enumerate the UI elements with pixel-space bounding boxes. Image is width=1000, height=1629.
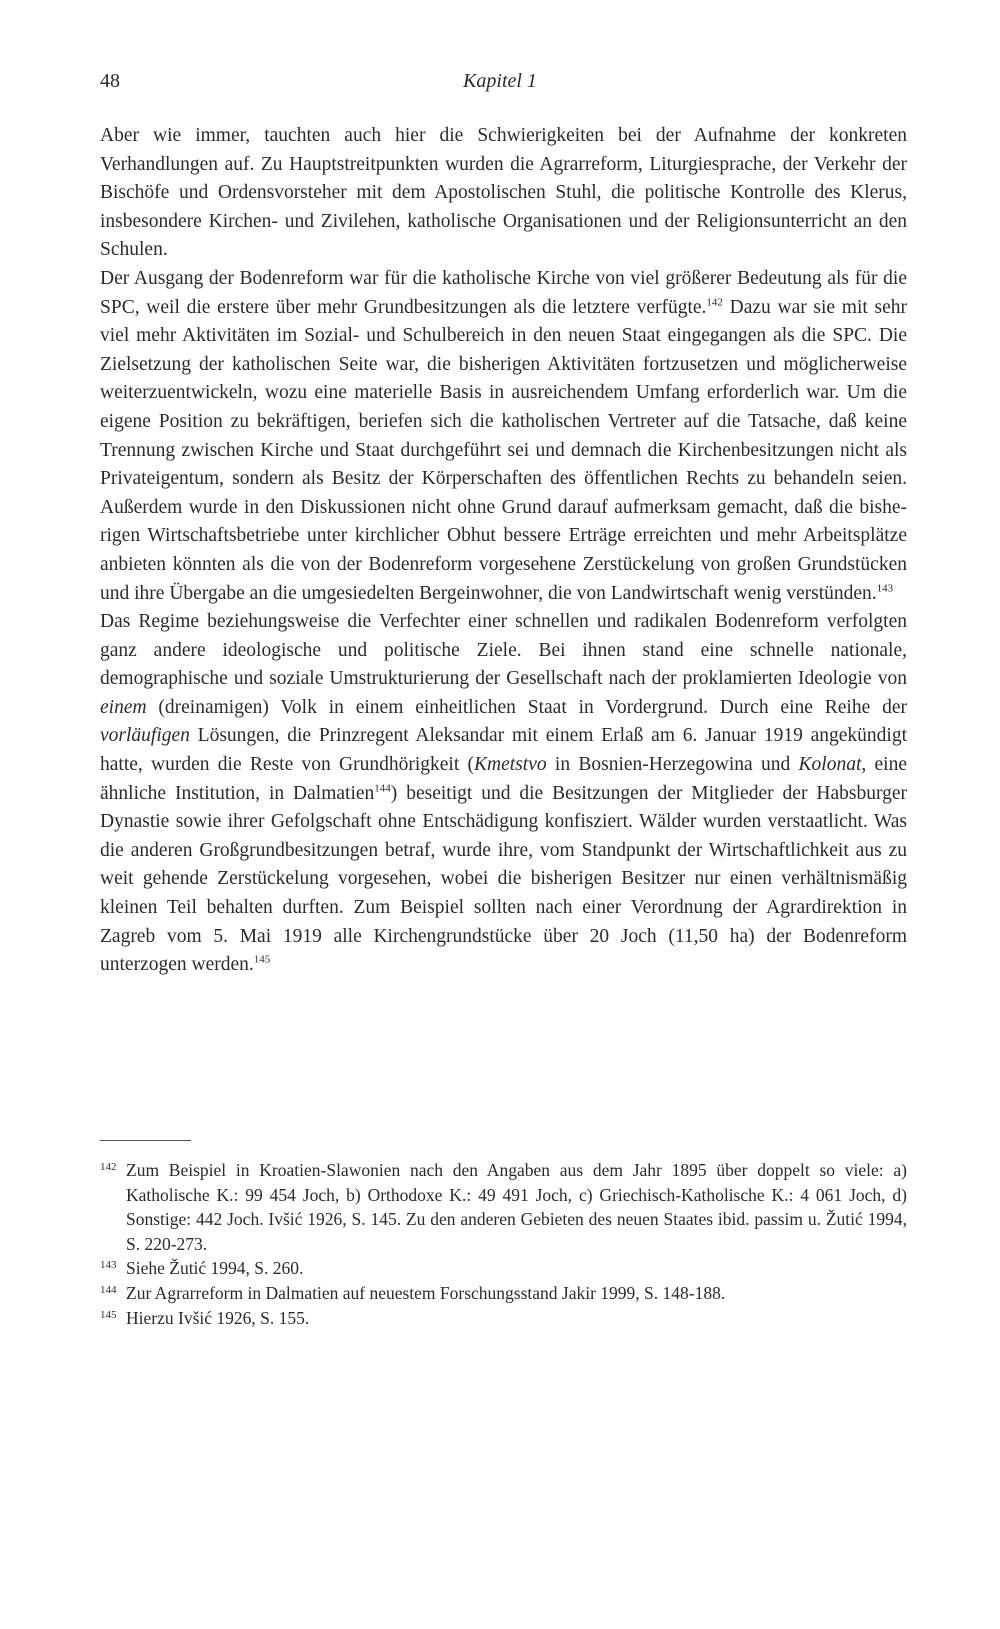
body-text <box>100 122 907 980</box>
footnote-ref[interactable]: 142 <box>706 296 723 309</box>
footnote-ref[interactable]: 145 <box>253 953 271 966</box>
footnote-mark: 145 <box>100 1308 117 1321</box>
emphasis-text: Kolonat <box>798 754 862 776</box>
footnote-ref[interactable]: 143 <box>876 582 894 594</box>
emphasis-text: vorläufigen <box>100 725 190 747</box>
footnote-text: Zur Agrarreform in Dalmatien auf neuestem Forschungsstand Jakir 1999, S. 148-188. <box>126 1282 726 1303</box>
footnote-text: Hierzu Ivšić 1926, S. 155. <box>126 1307 310 1328</box>
text-segment: Der Ausgang der Bodenreform war für die katholische Kirche von viel größerer Bedeutung als für die SPC, weil die erstere über mehr Grundbesitzungen als die letztere verfügte. <box>100 267 907 318</box>
footnote-text: Zum Beispiel in Kroatien-Slawonien nach den Angaben aus dem Jahr 1895 über doppelt so viele: a) Katholische K.: 99 454 Joch, b) Orthodoxe K.: 49 491 Joch, c) Griechisch-Katholische K.: 4 061 Joch, d) Sonstige: 442 Joch. Ivšić 1926, S. 145. Zu den anderen Gebieten des neuen Staates ibid. passim u. Žutić 1994, S. 220-273. <box>126 1160 907 1254</box>
footnote-ref[interactable]: 144 <box>374 782 391 795</box>
text-segment: Dazu war sie mit sehr viel mehr Aktivitäten im Sozial- und Schulbereich in den neuen Staat eingegangen als die SPC. Die Zielsetzung der katholischen Seite war, die bisherigen Aktivitäten fortzusetzen und möglicherweise weiterzuentwickeln, wozu eine materielle Basis in ausreichendem Umfang erforderlich war. Um die eigene Position zu bekräftigen, beriefen sich die katholischen Vertreter auf die Tatsache, daß keine Trennung zwischen Kirche und Staat durchgeführt sei und demnach die Kirchenbesitzungen nicht als Privateigentum, sondern als Besitz der Körperschaften des öffentlichen Rechts zu behandeln seien. Außerdem wurde in den Diskussionen nicht ohne Grund darauf aufmerksam gemacht, daß die bisherigen Wirtschaftsbetriebe unter kirchlicher Obhut bessere Erträge erreichten und mehr Arbeitsplätze anbieten könnten als die von der Bodenreform vorgesehene Zerstückelung von großen Grundstücken und ihre Übergabe an die umgesiedelten Bergeinwohner, die von Landwirtschaft wenig verstünden. <box>100 296 908 604</box>
text-segment: (dreinamigen) Volk in einem einheitlichen Staat in Vordergrund. Durch eine Reihe der <box>146 696 907 718</box>
emphasis-text: einem <box>100 696 147 718</box>
running-head: Kapitel 1 <box>463 70 537 92</box>
footnote-mark: 142 <box>100 1161 117 1173</box>
paragraph <box>100 608 907 980</box>
footnote <box>100 1158 907 1256</box>
text-segment: , eine ähnliche Institution, in Dalmatien <box>100 754 907 804</box>
text-segment: Das Regime beziehungsweise die Verfechter einer schnellen und radikalen Bodenreform verfolgten ganz andere ideologische und politische Ziele. Bei ihnen stand eine schnelle nationale, demographische und soziale Umstrukturierung der Gesellschaft nach der proklamierten Ideologie von <box>100 611 907 690</box>
footnote <box>100 1281 907 1306</box>
text-segment: ) beseitigt und die Besitzungen der Mitglieder der Habsburger Dynastie sowie ihrer Gefolgschaft ohne Entschädigung konfisziert. Wälder wurden verstaatlicht. Was die anderen Großgrundbesitzungen betraf, wurde ihre, vom Standpunkt der Wirtschaftlichkeit aus zu weit gehende Zerstückelung vorgesehen, wobei die bisherigen Besitzer nur einen verhältnismäßig kleinen Teil behalten durften. Zum Beispiel sollten nach einer Verordnung der Agrardirektion in Zagreb vom 5. Mai 1919 alle Kirchengrundstücke über 20 Joch (11,50 ha) der Bodenreform unterzogen werden. <box>100 782 907 976</box>
text-segment: in Bosnien-Herzegowina und <box>546 754 799 776</box>
paragraph <box>100 265 907 608</box>
footnote <box>100 1256 907 1281</box>
footnote <box>100 1306 907 1331</box>
footnote-mark: 143 <box>100 1259 117 1272</box>
text-segment: Lösungen, die Prinzregent Aleksandar mit einem Erlaß am 6. Januar 1919 angekündigt hatte, wurden die Reste von Grundhörigkeit ( <box>100 725 907 776</box>
emphasis-text: Kmetstvo <box>474 754 547 776</box>
footnote-separator <box>100 1140 191 1141</box>
text-segment: Aber wie immer, tauchten auch hier die Schwierigkeiten bei der Aufnahme der konkreten Verhandlungen auf. Zu Hauptstreitpunkten wurden die Agrarreform, Liturgiesprache, der Verkehr der Bischöfe und Ordensvorsteher mit dem Apostolischen Stuhl, die politische Kontrolle des Klerus, insbesondere Kirchen- und Zivilehen, katholische Organisationen und der Religionsunterricht an den Schulen. <box>100 125 907 261</box>
footnote-mark: 144 <box>100 1283 117 1296</box>
paragraph <box>100 122 907 265</box>
footnotes <box>100 1158 907 1330</box>
page-number: 48 <box>100 70 120 92</box>
footnote-text: Siehe Žutić 1994, S. 260. <box>126 1258 304 1279</box>
